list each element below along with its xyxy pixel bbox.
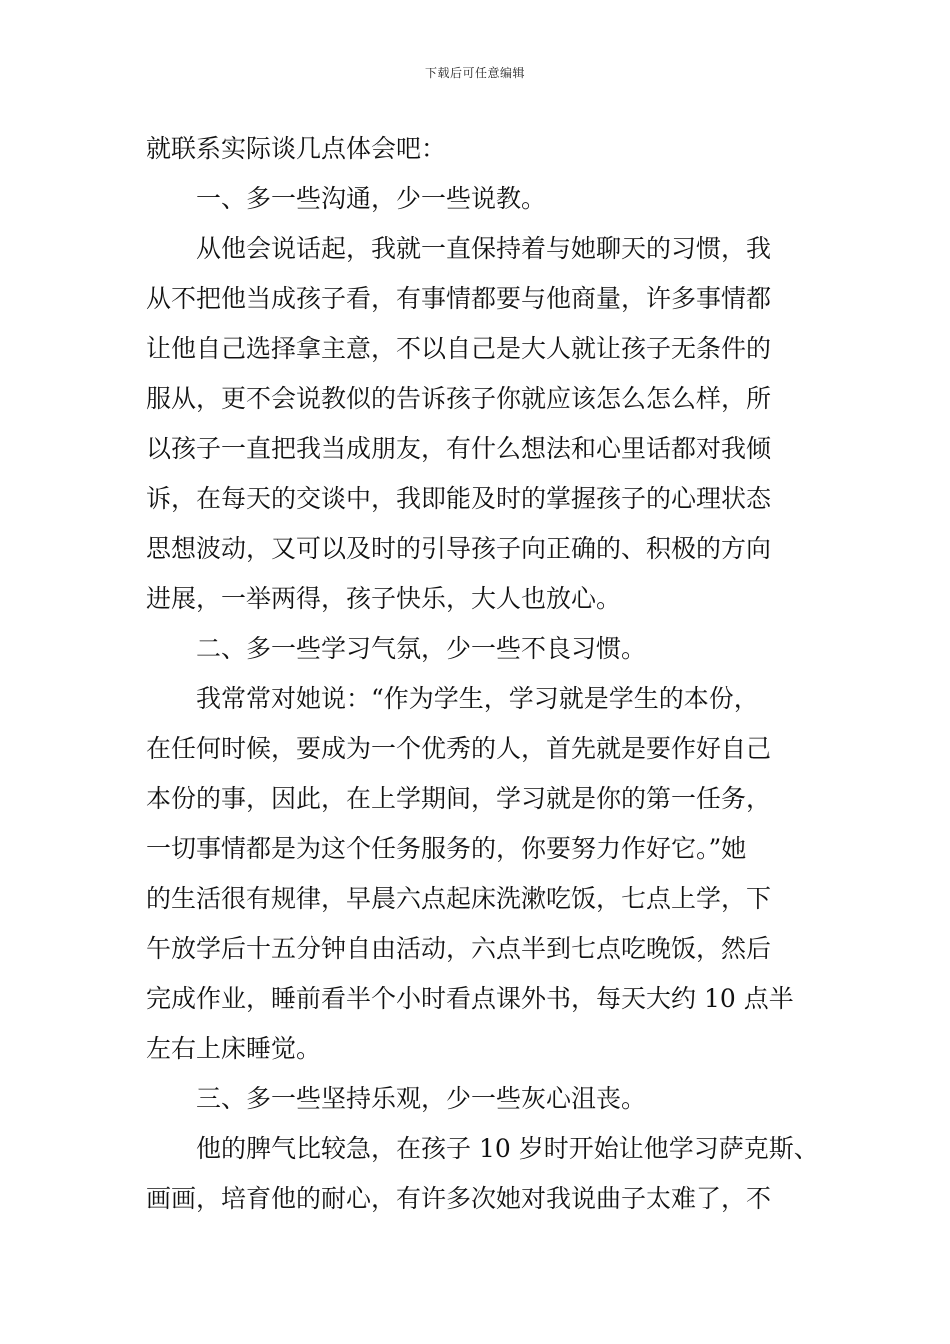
text-line: 本份的事，因此，在上学期间，学习就是你的第一任务，	[146, 784, 772, 813]
section-heading-1: 一、多一些沟通，少一些说教。	[196, 184, 547, 213]
text-line: 从他会说话起，我就一直保持着与她聊天的习惯，我	[196, 234, 772, 263]
text-line: 我常常对她说：“作为学生，学习就是学生的本份，	[196, 684, 759, 713]
text-line: 的生活很有规律，早晨六点起床洗漱吃饭，七点上学，下	[146, 884, 772, 913]
text-line: 画画，培育他的耐心，有许多次她对我说曲子太难了，不	[146, 1184, 772, 1213]
text-line: 午放学后十五分钟自由活动，六点半到七点吃晚饭，然后	[146, 934, 772, 963]
text-line: 以孩子一直把我当成朋友，有什么想法和心里话都对我倾	[146, 434, 772, 463]
document-body	[146, 124, 819, 1224]
text-line: 从不把他当成孩子看，有事情都要与他商量，许多事情都	[146, 284, 772, 313]
section-heading-2: 二、多一些学习气氛，少一些不良习惯。	[196, 634, 647, 663]
text-line: 诉，在每天的交谈中，我即能及时的掌握孩子的心理状态	[146, 484, 772, 513]
text-line: 思想波动，又可以及时的引导孩子向正确的、积极的方向	[146, 534, 772, 563]
text-line: 让他自己选择拿主意，不以自己是大人就让孩子无条件的	[146, 334, 772, 363]
text-line: 完成作业，睡前看半个小时看点课外书，每天大约 10 点半	[146, 984, 794, 1013]
text-line: 就联系实际谈几点体会吧：	[146, 134, 447, 163]
text-line: 在任何时候，要成为一个优秀的人，首先就是要作好自己	[146, 734, 772, 763]
text-line: 他的脾气比较急，在孩子 10 岁时开始让他学习萨克斯、	[196, 1134, 819, 1163]
text-line: 服从，更不会说教似的告诉孩子你就应该怎么怎么样，所	[146, 384, 772, 413]
section-heading-3: 三、多一些坚持乐观，少一些灰心沮丧。	[196, 1084, 647, 1113]
text-line: 进展，一举两得，孩子快乐，大人也放心。	[146, 584, 622, 613]
text-line: 左右上床睡觉。	[146, 1034, 322, 1063]
page-header: 下载后可任意编辑	[424, 66, 525, 80]
text-line: 一切事情都是为这个任务服务的，你要努力作好它。”她	[146, 834, 747, 863]
